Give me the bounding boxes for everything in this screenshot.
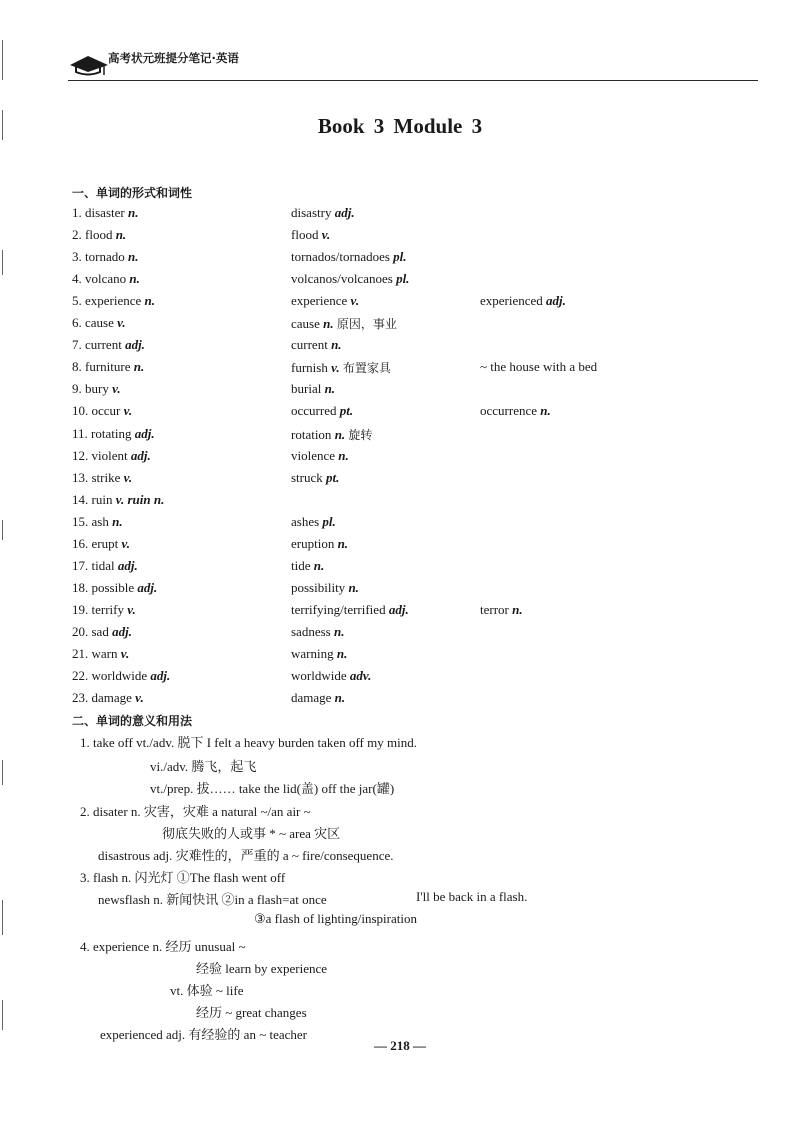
word-form-cell bbox=[72, 227, 126, 243]
part-of-speech: adj. bbox=[546, 293, 566, 309]
derived-form: warning bbox=[291, 646, 334, 661]
word-form-cell bbox=[480, 602, 523, 618]
part-of-speech: adj. bbox=[117, 557, 138, 573]
derived-form: terrifying/terrified bbox=[291, 601, 386, 617]
related-form: experienced bbox=[480, 293, 543, 309]
word-form-row bbox=[0, 536, 800, 556]
word-form-cell bbox=[291, 646, 347, 662]
part-of-speech: adj. bbox=[150, 668, 171, 684]
word-form-cell bbox=[72, 558, 138, 574]
derived-form: burial bbox=[291, 381, 322, 397]
part-of-speech: adj. bbox=[134, 425, 155, 441]
word-form-row bbox=[0, 558, 800, 578]
word-form-cell bbox=[72, 271, 140, 287]
word-form-row bbox=[0, 646, 800, 666]
derived-form: struck bbox=[291, 469, 323, 485]
word-form-cell bbox=[72, 470, 132, 486]
derived-form: volcanos/volcanoes bbox=[291, 271, 393, 287]
word-form-row bbox=[0, 249, 800, 269]
page-number: — 218 — bbox=[374, 1038, 426, 1053]
derived-form: rotation bbox=[291, 426, 332, 442]
word-form-row bbox=[0, 668, 800, 688]
related-form: terror bbox=[480, 601, 509, 617]
usage-line: experienced adj. 有经验的 an ~ teacher bbox=[100, 1027, 307, 1042]
word-form-row bbox=[0, 426, 800, 446]
usage-line: 2. disater n. 灾害，灾难 a natural ~/an air ~ bbox=[80, 804, 311, 819]
chinese-gloss: 原因，事业 bbox=[336, 317, 397, 332]
derived-form: eruption bbox=[291, 535, 335, 551]
derived-form: current bbox=[291, 337, 328, 353]
part-of-speech: pl. bbox=[396, 271, 410, 287]
part-of-speech: n. bbox=[334, 690, 346, 706]
usage-line: 彻底失败的人或事 * ~ area 灾区 bbox=[162, 826, 341, 841]
usage-line: ③a flash of lighting/inspiration bbox=[254, 911, 417, 926]
part-of-speech: n. bbox=[512, 601, 523, 617]
part-of-speech: n. bbox=[324, 381, 336, 397]
usage-line: 经历 ~ great changes bbox=[196, 1005, 307, 1020]
section-heading-usage: 二、单词的意义和用法 bbox=[72, 714, 193, 728]
derived-form: tide bbox=[291, 557, 311, 573]
word-form-cell bbox=[72, 403, 132, 419]
word-form-row bbox=[0, 205, 800, 225]
word-form-row bbox=[0, 359, 800, 379]
word-form-cell bbox=[291, 315, 397, 332]
word: 13. strike bbox=[72, 469, 121, 485]
part-of-speech: v. bbox=[135, 690, 144, 706]
part-of-speech: n. bbox=[133, 359, 145, 375]
word-form-cell bbox=[72, 293, 155, 309]
word-form-cell bbox=[291, 448, 349, 464]
derived-form: sadness bbox=[291, 623, 331, 639]
header-title: 高考状元班提分笔记·英语 bbox=[108, 51, 239, 65]
part-of-speech: n. bbox=[127, 205, 139, 220]
word-form-cell bbox=[72, 536, 130, 552]
word-form-row bbox=[0, 403, 800, 423]
word-form-cell bbox=[291, 403, 353, 419]
word-form-row bbox=[0, 514, 800, 534]
part-of-speech: v. bbox=[120, 646, 130, 661]
word-form-cell bbox=[480, 403, 551, 419]
word: 14. ruin bbox=[72, 491, 113, 507]
word-form-cell bbox=[291, 293, 359, 309]
part-of-speech: pl. bbox=[393, 249, 407, 265]
part-of-speech: adj. bbox=[130, 447, 151, 463]
word-form-cell bbox=[291, 558, 324, 574]
part-of-speech: adj. bbox=[388, 601, 409, 617]
word-form-cell bbox=[72, 381, 121, 397]
part-of-speech: adj. bbox=[137, 579, 158, 595]
derived-form: occurred bbox=[291, 403, 337, 419]
part-of-speech: v. bbox=[123, 469, 133, 485]
word: 11. rotating bbox=[72, 425, 132, 441]
page-title: Book 3 Module 3 bbox=[317, 114, 483, 138]
word-form-cell bbox=[72, 624, 132, 640]
word: 22. worldwide bbox=[72, 668, 148, 684]
usage-line: 4. experience n. 经历 unusual ~ bbox=[80, 939, 246, 954]
word: 2. flood bbox=[72, 227, 113, 243]
derived-form: disastry bbox=[291, 205, 332, 220]
usage-line: vt. 体验 ~ life bbox=[170, 983, 244, 998]
word-form-cell bbox=[72, 646, 129, 662]
related-form: occurrence bbox=[480, 403, 538, 419]
derived-form: tornados/tornadoes bbox=[291, 249, 390, 265]
part-of-speech: n. bbox=[338, 447, 349, 463]
usage-line: disastrous adj. 灾难性的，严重的 a ~ fire/consequence. bbox=[98, 848, 394, 863]
part-of-speech: v. bbox=[331, 360, 340, 376]
derived-form: flood bbox=[291, 227, 319, 243]
word: 21. warn bbox=[72, 646, 118, 661]
word: 15. ash bbox=[72, 513, 109, 529]
usage-line: I'll be back in a flash. bbox=[416, 889, 528, 904]
word-form-cell bbox=[72, 514, 123, 530]
part-of-speech: n. bbox=[144, 293, 156, 309]
part-of-speech: n. bbox=[323, 316, 334, 332]
word-form-cell bbox=[72, 448, 151, 464]
derived-form: violence bbox=[291, 447, 336, 463]
usage-line: 1. take off vt./adv. 脱下 I felt a heavy burden taken off my mind. bbox=[80, 735, 417, 750]
word: 5. experience bbox=[72, 293, 142, 309]
part-of-speech: v. ruin n. bbox=[115, 491, 165, 507]
part-of-speech: v. bbox=[321, 227, 331, 243]
word: 20. sad bbox=[72, 623, 109, 639]
word-form-cell bbox=[72, 359, 144, 375]
word-form-row bbox=[0, 337, 800, 357]
word: 17. tidal bbox=[72, 557, 115, 573]
word: 19. terrify bbox=[72, 601, 124, 617]
word-form-row bbox=[0, 448, 800, 468]
section-heading-word-forms: 一、单词的形式和词性 bbox=[72, 186, 193, 200]
word-form-cell bbox=[291, 227, 330, 243]
word: 9. bury bbox=[72, 381, 109, 397]
word-form-cell bbox=[291, 249, 407, 265]
part-of-speech: n. bbox=[336, 646, 348, 661]
word: 12. violent bbox=[72, 447, 128, 463]
graduation-cap-icon bbox=[68, 48, 110, 76]
part-of-speech: n. bbox=[331, 337, 342, 353]
word: 6. cause bbox=[72, 315, 114, 331]
word-form-cell bbox=[480, 293, 566, 309]
word: 23. damage bbox=[72, 690, 132, 706]
part-of-speech: n. bbox=[333, 623, 345, 639]
part-of-speech: adv. bbox=[349, 668, 372, 684]
word-form-cell bbox=[72, 426, 155, 442]
part-of-speech: adj. bbox=[334, 205, 355, 220]
related-form: ~ the house with a bed bbox=[480, 359, 598, 375]
word-form-cell bbox=[72, 315, 126, 331]
part-of-speech: v. bbox=[117, 315, 126, 331]
usage-line: 经验 learn by experience bbox=[196, 961, 328, 976]
word: 16. erupt bbox=[72, 535, 119, 551]
word-form-cell bbox=[291, 514, 336, 530]
word-form-row bbox=[0, 492, 800, 512]
word-form-row bbox=[0, 381, 800, 401]
running-header bbox=[68, 44, 758, 81]
part-of-speech: adj. bbox=[125, 337, 145, 353]
usage-line: 3. flash n. 闪光灯 ①The flash went off bbox=[80, 870, 286, 885]
word-form-cell bbox=[72, 602, 136, 618]
chinese-gloss: 布置家具 bbox=[342, 361, 391, 376]
word-form-cell bbox=[291, 580, 359, 596]
derived-form: cause bbox=[291, 316, 320, 332]
word-form-cell bbox=[291, 536, 348, 552]
word-form-row bbox=[0, 315, 800, 335]
part-of-speech: n. bbox=[115, 227, 127, 243]
word-form-row bbox=[0, 690, 800, 710]
word-form-cell bbox=[72, 690, 144, 706]
part-of-speech: pt. bbox=[339, 403, 354, 419]
word-form-cell bbox=[291, 624, 344, 640]
word-form-cell bbox=[291, 690, 345, 706]
derived-form: ashes bbox=[291, 513, 320, 529]
part-of-speech: n. bbox=[129, 271, 140, 287]
part-of-speech: v. bbox=[123, 403, 133, 419]
word: 8. furniture bbox=[72, 359, 131, 375]
word: 18. possible bbox=[72, 579, 135, 595]
word-form-cell bbox=[480, 359, 597, 375]
word-form-cell bbox=[291, 337, 342, 353]
derived-form: possibility bbox=[291, 579, 346, 595]
word: 10. occur bbox=[72, 403, 121, 419]
word-form-row bbox=[0, 470, 800, 490]
word-form-cell bbox=[72, 492, 164, 508]
usage-line: newsflash n. 新闻快讯 ②in a flash=at once bbox=[98, 892, 327, 907]
word-form-cell bbox=[291, 426, 372, 443]
part-of-speech: v. bbox=[121, 535, 131, 551]
part-of-speech: n. bbox=[540, 403, 551, 419]
word-form-cell bbox=[291, 205, 355, 221]
part-of-speech: n. bbox=[112, 513, 123, 529]
part-of-speech: adj. bbox=[112, 623, 132, 639]
part-of-speech: n. bbox=[313, 557, 325, 573]
part-of-speech: n. bbox=[348, 579, 359, 595]
usage-line: vt./prep. 拔…… take the lid(盖) off the jar(罐) bbox=[150, 781, 395, 796]
word-form-cell bbox=[291, 359, 391, 376]
word: 7. current bbox=[72, 337, 122, 353]
word-form-cell bbox=[291, 668, 371, 684]
word: 4. volcano bbox=[72, 271, 127, 287]
word-form-row bbox=[0, 271, 800, 291]
part-of-speech: v. bbox=[112, 381, 121, 397]
word-form-row bbox=[0, 624, 800, 644]
word-form-cell bbox=[72, 337, 145, 353]
derived-form: experience bbox=[291, 293, 348, 309]
word-form-cell bbox=[72, 580, 157, 596]
part-of-speech: pt. bbox=[326, 469, 340, 485]
part-of-speech: n. bbox=[334, 426, 346, 442]
derived-form: worldwide bbox=[291, 668, 347, 684]
part-of-speech: pl. bbox=[322, 513, 336, 529]
word-form-cell bbox=[291, 271, 409, 287]
word-form-cell bbox=[72, 249, 138, 265]
word-form-row bbox=[0, 602, 800, 622]
part-of-speech: n. bbox=[127, 249, 139, 265]
word-form-cell bbox=[291, 602, 409, 618]
word-form-row bbox=[0, 293, 800, 313]
word-form-cell bbox=[291, 381, 335, 397]
word-form-row bbox=[0, 580, 800, 600]
derived-form: damage bbox=[291, 690, 332, 706]
word-form-cell bbox=[72, 668, 170, 684]
part-of-speech: n. bbox=[337, 535, 349, 551]
word-form-cell bbox=[72, 205, 138, 221]
word: 1. disaster bbox=[72, 205, 125, 220]
part-of-speech: v. bbox=[127, 601, 136, 617]
derived-form: furnish bbox=[291, 360, 328, 376]
part-of-speech: v. bbox=[350, 293, 360, 309]
usage-line: vi./adv. 腾飞，起飞 bbox=[150, 759, 257, 774]
word-form-row bbox=[0, 227, 800, 247]
chinese-gloss: 旋转 bbox=[348, 427, 373, 442]
word: 3. tornado bbox=[72, 249, 125, 265]
word-form-cell bbox=[291, 470, 339, 486]
